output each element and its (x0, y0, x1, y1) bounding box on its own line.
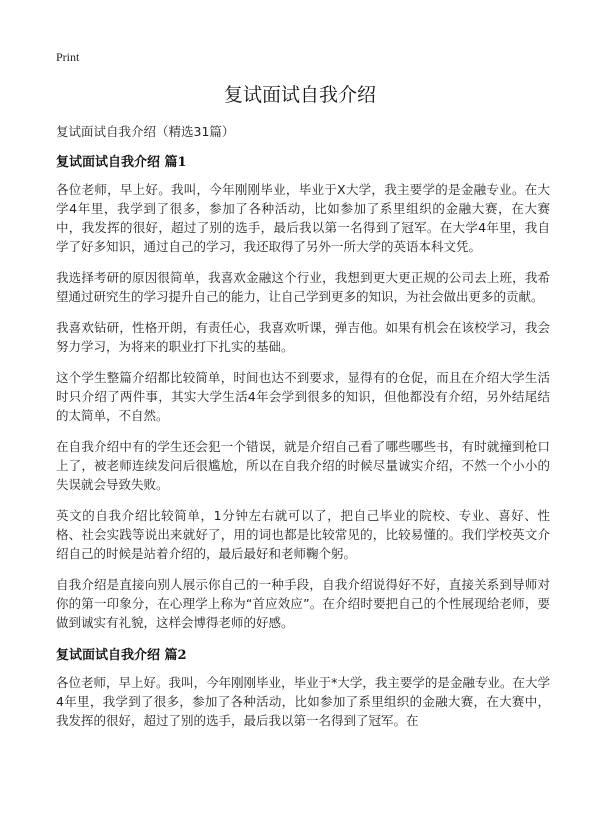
article-section (56, 644, 550, 730)
article-body (56, 151, 550, 742)
paragraph: 这个学生整篇介绍都比较简单，时间也达不到要求，显得有的仓促，而且在介绍大学生活时只介绍了两件事，其实大学生活4年会学到很多的知识，但他都没有介绍，另外结尾结的太简单，不自然。 (56, 370, 550, 423)
paragraph: 各位老师，早上好。我叫，今年刚刚毕业，毕业于X大学，我主要学的是金融专业。在大学4年里，我学到了很多，参加了各种活动，比如参加了系里组织的金融大赛，在大赛中，我发挥的很好，超过了别的选手，最后我以第一名得到了冠军。在大学4年里，我自学了好多知识，通过自己的学习，我还取得了另外一所大学的英语本科文凭。 (56, 182, 550, 254)
paragraph: 在自我介绍中有的学生还会犯一个错误，就是介绍自己看了哪些哪些书，有时就撞到枪口上了，被老师连续发问后很尴尬，所以在自我介绍的时候尽量诚实介绍，不然一个小小的失误就会导致失败。 (56, 439, 550, 492)
paragraph: 我选择考研的原因很简单，我喜欢金融这个行业，我想到更大更正规的公司去上班，我希望通过研究生的学习提升自己的能力，让自己学到更多的知识，为社会做出更多的贡献。 (56, 270, 550, 304)
article-section (56, 151, 550, 632)
paragraph: 各位老师，早上好。我叫，今年刚刚毕业，毕业于*大学，我主要学的是金融专业。在大学4年里，我学到了很多，参加了各种活动，比如参加了系里组织的金融大赛，在大赛中，我发挥的很好，超过了别的选手，最后我以第一名得到了冠军。在 (56, 675, 550, 728)
section-heading: 复试面试自我介绍 篇2 (56, 648, 187, 663)
section-heading: 复试面试自我介绍 篇1 (56, 155, 187, 170)
paragraph: 英文的自我介绍比较简单，1分钟左右就可以了，把自己毕业的院校、专业、喜好、性格、社会实践等说出来就好了，用的词也都是比较常见的，比较易懂的。我们学校英文介绍自己的时候是站着介绍的，最后最好和老师鞠个躬。 (56, 508, 550, 561)
paragraph: 我喜欢钻研，性格开朗，有责任心，我喜欢听课，弹吉他。如果有机会在该校学习，我会努力学习，为将来的职业打下扎实的基础。 (56, 320, 550, 354)
page-title: 复试面试自我介绍 (223, 84, 376, 106)
print-link[interactable]: Print (56, 50, 80, 64)
paragraph: 自我介绍是直接向别人展示你自己的一种手段，自我介绍说得好不好，直接关系到导师对你的第一印象分，在心理学上称为“首应效应”。在介绍时要把自己的个性展现给老师，要做到诚实有礼貌，这样会博得老师的好感。 (56, 577, 550, 630)
page-subtitle: 复试面试自我介绍（精选31篇） (56, 124, 235, 139)
